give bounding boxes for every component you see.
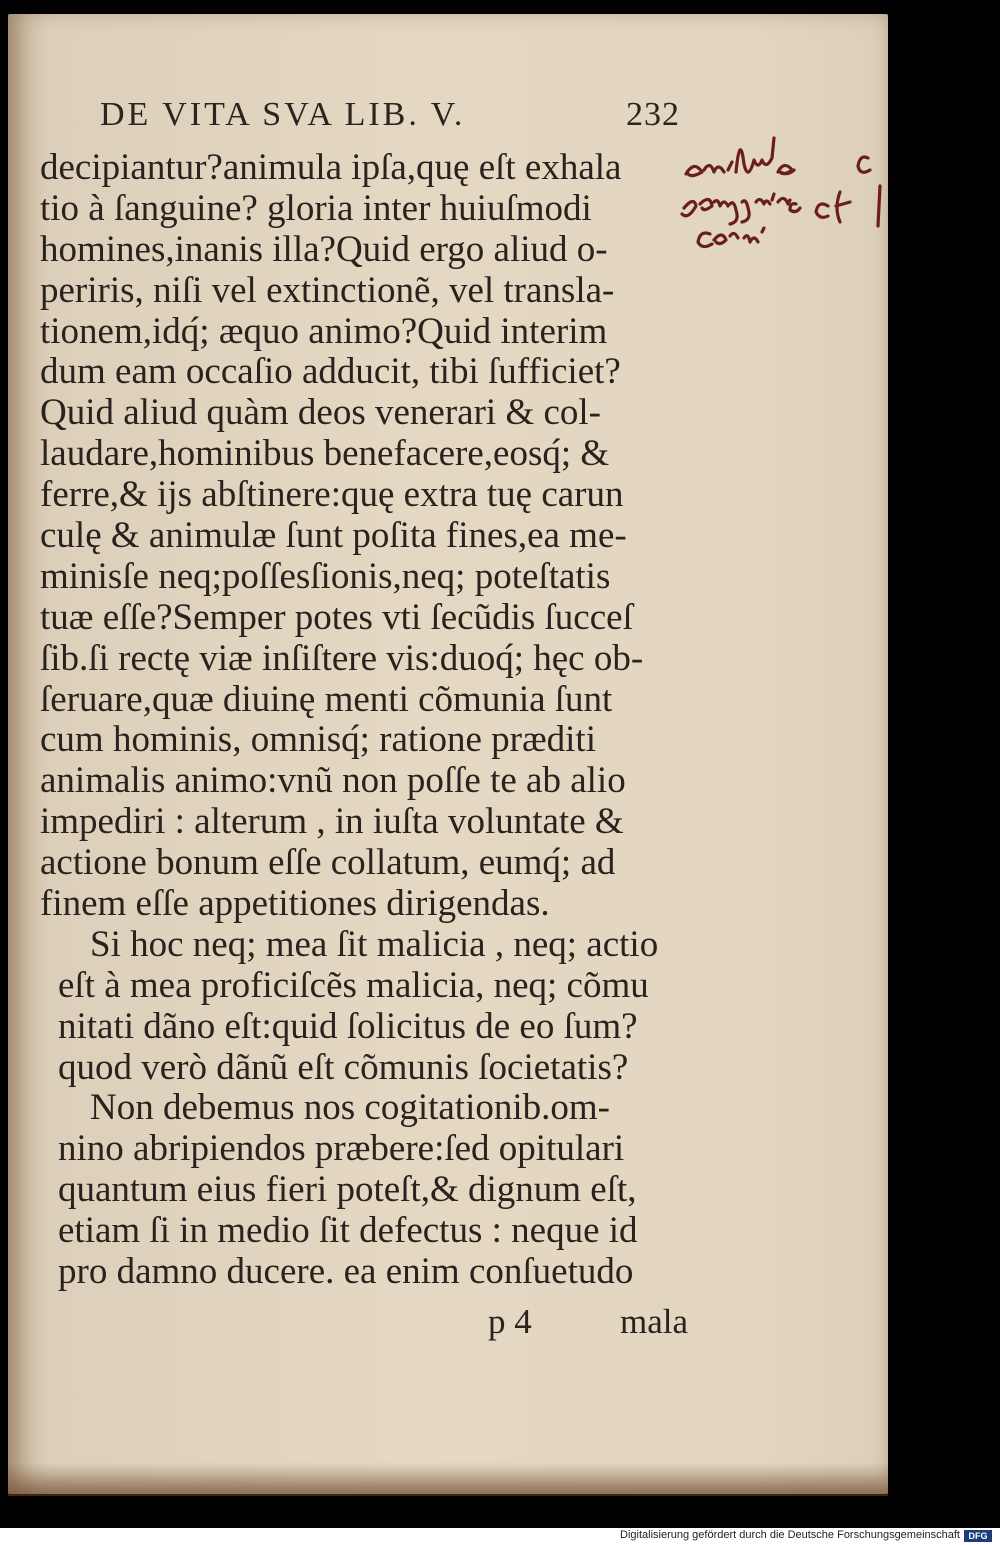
text-line: quantum eius fieri poteſt,& dignum eſt, — [58, 1169, 637, 1211]
catchline — [488, 1302, 688, 1346]
text-line: actione bonum eſſe collatum, eumq́; ad — [40, 842, 616, 884]
text-line: ferre,& ijs abſtinere:quę extra tuę carun — [40, 474, 624, 516]
text-line: ſeruare,quæ diuinę menti cõmunia ſunt — [40, 678, 613, 720]
signature-mark: p 4 — [488, 1302, 532, 1341]
page-header — [100, 96, 680, 140]
text-line: impediri : alterum , in iuſta voluntate & — [40, 801, 624, 843]
text-line: finem eſſe appetitiones dirigendas. — [40, 883, 550, 925]
text-line: Si hoc neq; mea ſit malicia , neq; actio — [90, 923, 659, 965]
text-line: minisſe neq;poſſesſionis,neq; poteſtatis — [40, 555, 611, 597]
text-line: animalis animo:vnũ non poſſe te ab alio — [40, 760, 626, 802]
body-text — [40, 148, 690, 1293]
text-line: nino abripiendos præbere:ſed opitulari — [58, 1128, 625, 1170]
footer-bar — [0, 1528, 1000, 1545]
text-line: dum eam occaſio adducit, tibi ſufficiet? — [40, 351, 621, 393]
folio-number: 232 — [626, 96, 680, 133]
text-line: etiam ſi in medio ſit defectus : neque id — [58, 1210, 638, 1252]
page-bottom-edge — [8, 1462, 888, 1496]
text-line: Quid aliud quàm deos venerari & col- — [40, 392, 601, 434]
text-line: tio à ſanguine? gloria inter huiuſmodi — [40, 187, 592, 229]
text-line: homines,inanis illa?Quid ergo aliud o- — [40, 228, 608, 270]
funding-credit: Digitalisierung gefördert durch die Deutsche Forschungsgemeinschaft — [620, 1529, 960, 1541]
text-line: quod verò dãnũ eſt cõmunis ſocietatis? — [58, 1046, 629, 1088]
running-head: DE VITA SVA LIB. V. — [100, 96, 466, 133]
text-line: eſt à mea proficiſcẽs malicia, neq; cõmu — [58, 964, 649, 1006]
text-line: Non debemus nos cogitationib.om- — [90, 1087, 610, 1129]
text-line: laudare,hominibus benefacere,eosq́; & — [40, 433, 610, 475]
text-line: cum hominis, omnisq́; ratione præditi — [40, 719, 596, 761]
text-line: ſib.ſi rectę viæ inſiſtere vis:duoq́; hęc ob- — [40, 637, 644, 679]
text-line: culę & animulæ ſunt poſita fines,ea me- — [40, 515, 627, 557]
text-line: nitati dãno eſt:quid ſolicitus de eo ſum? — [58, 1005, 638, 1047]
text-line: tionem,idq́; æquo animo?Quid interim — [40, 310, 608, 352]
catchword: mala — [619, 1302, 688, 1341]
text-line: decipiantur?animula ipſa,quę eſt exhala — [40, 147, 622, 188]
handwritten-marginalia — [680, 130, 890, 270]
text-line: pro damno ducere. ea enim conſuetudo — [58, 1251, 634, 1293]
text-line: periris, niſi vel extinctionẽ, vel transla- — [40, 269, 615, 311]
marginal-note-handwriting — [680, 130, 890, 270]
text-line: tuæ eſſe?Semper potes vti ſecũdis ſucceſ — [40, 596, 633, 638]
dfg-logo: DFG — [964, 1530, 992, 1542]
